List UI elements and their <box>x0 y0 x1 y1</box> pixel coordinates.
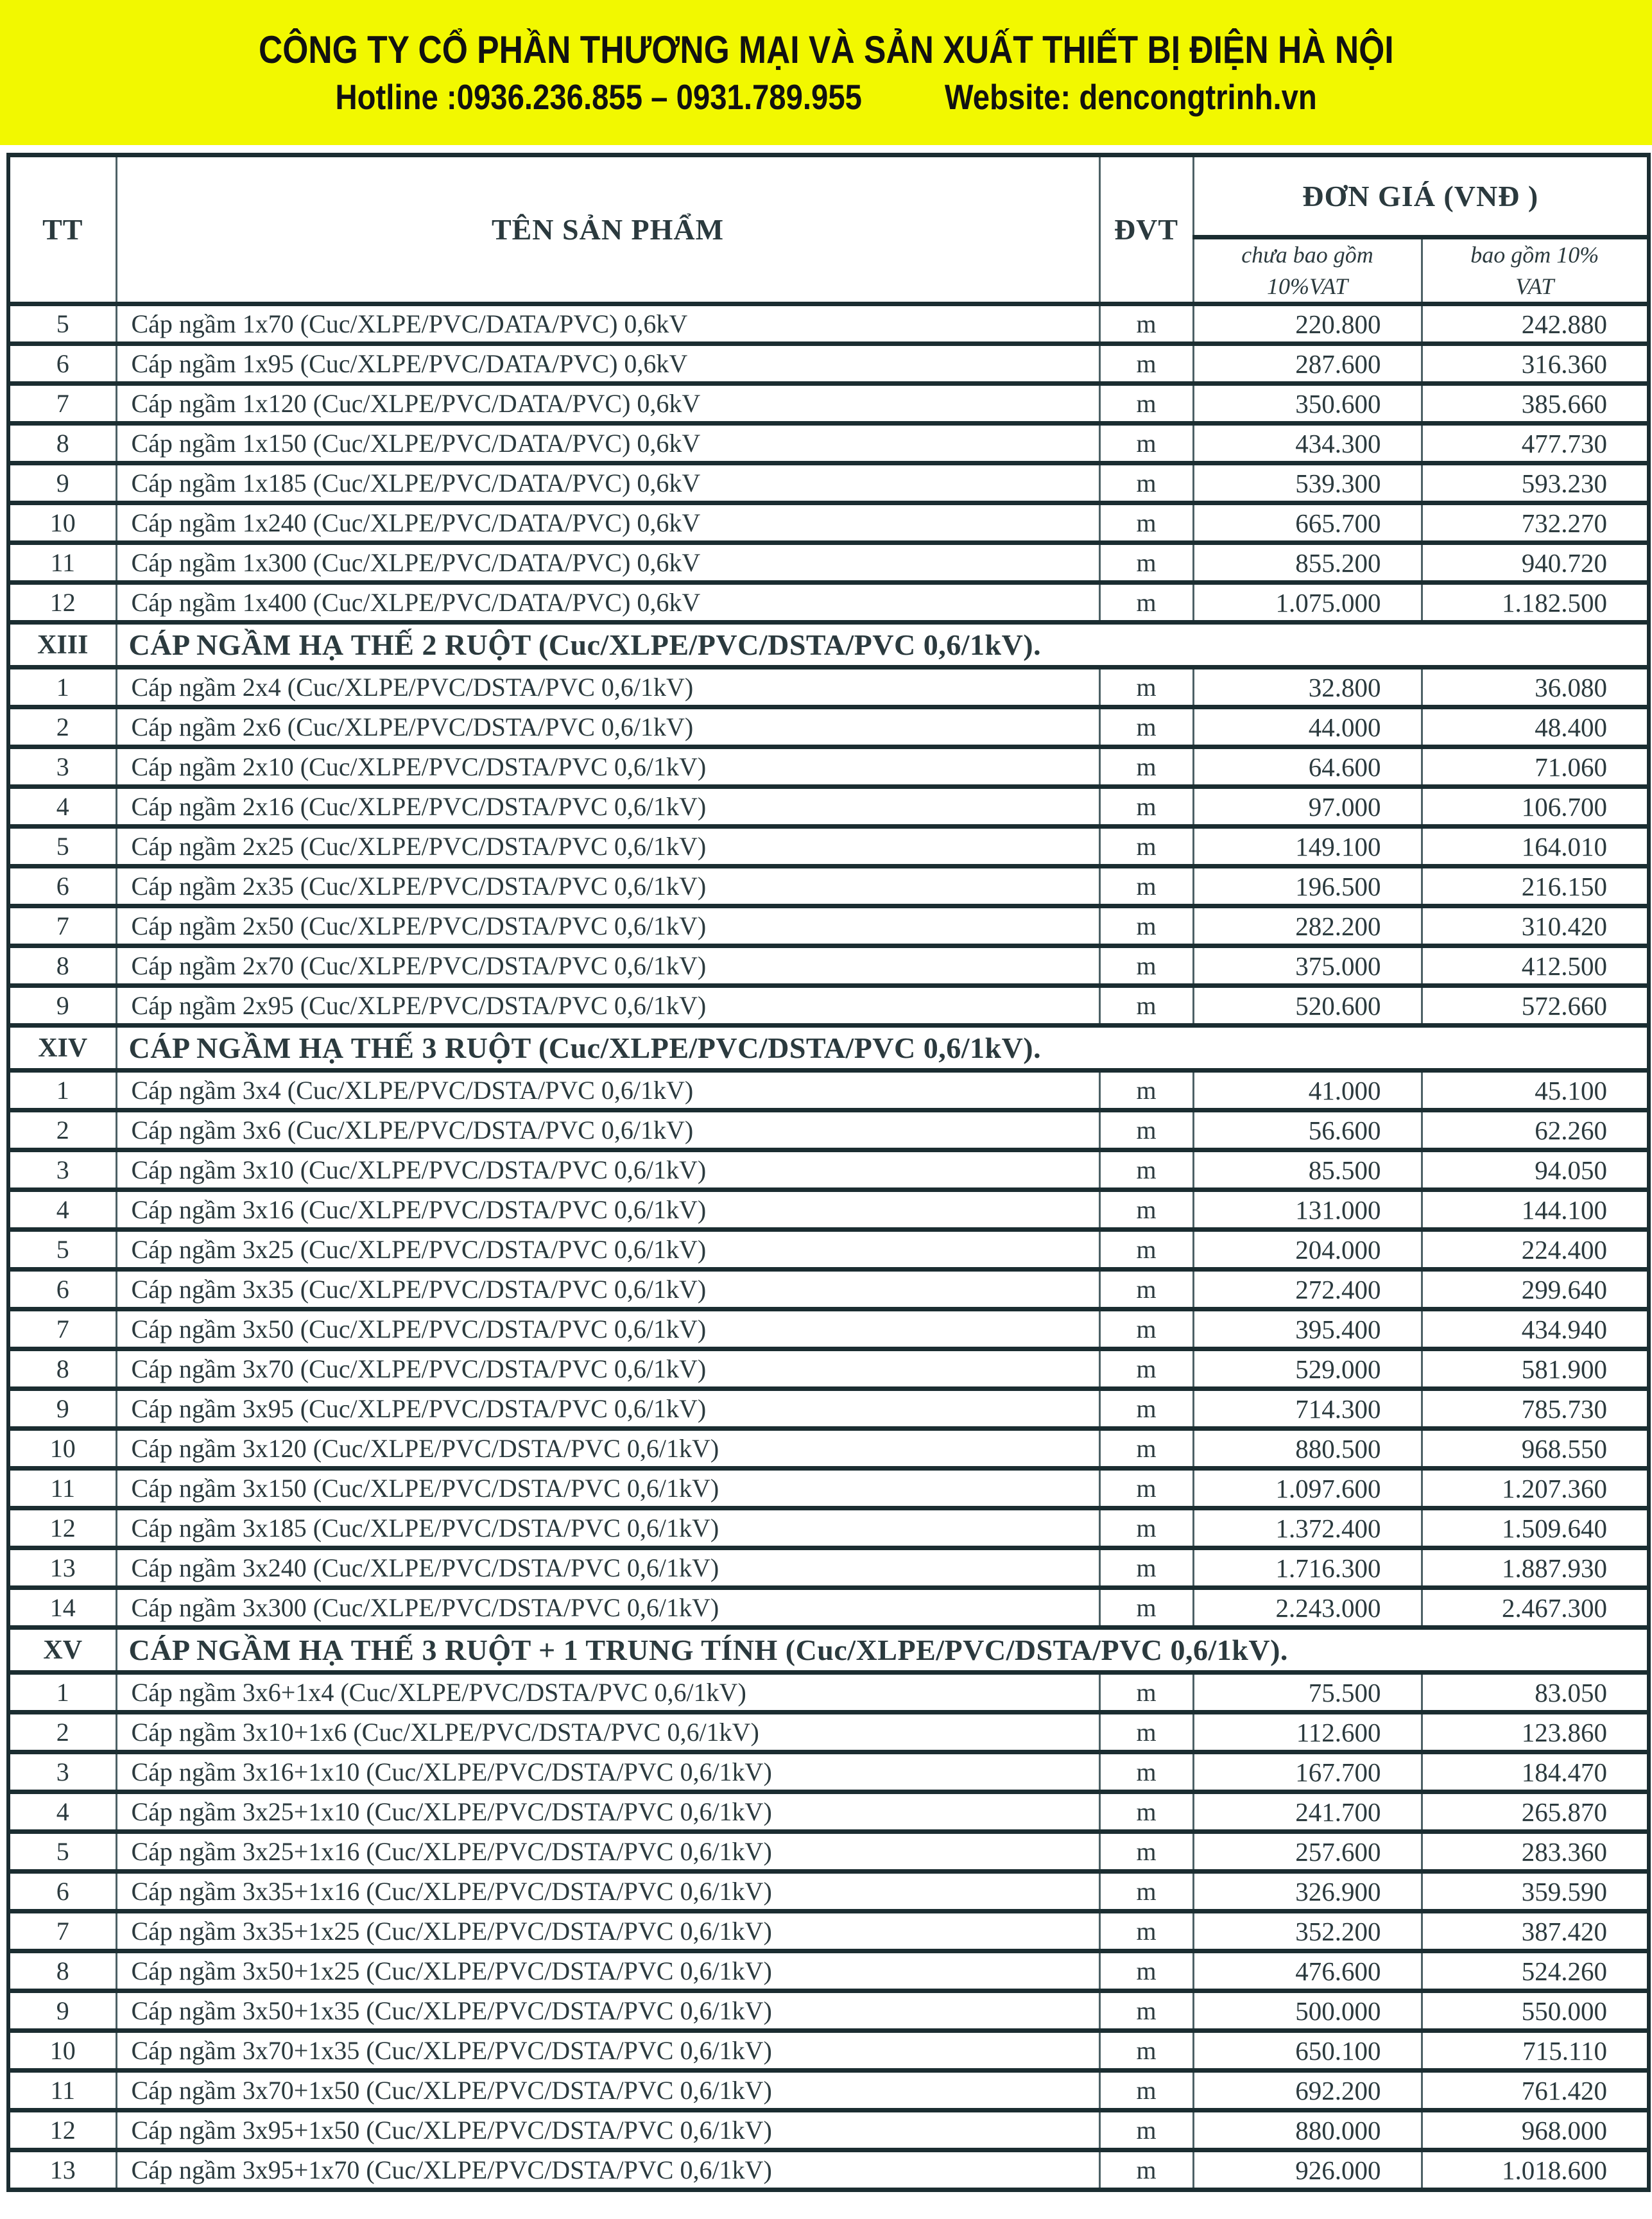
product-name: Cáp ngầm 3x50 (Cuc/XLPE/PVC/DSTA/PVC 0,6/1kV) <box>116 1309 1099 1349</box>
unit-value: m <box>1099 543 1193 583</box>
price-inc-vat-value: 83.050 <box>1422 1673 1649 1713</box>
unit-value: m <box>1099 1469 1193 1508</box>
price-inc-vat-value: 144.100 <box>1422 1190 1649 1230</box>
unit-value: m <box>1099 1792 1193 1832</box>
company-banner <box>0 0 1652 145</box>
table-row <box>8 787 1649 827</box>
unit-value: m <box>1099 668 1193 707</box>
price-ex-vat-value: 500.000 <box>1193 1991 1422 2031</box>
price-inc-vat-value: 359.590 <box>1422 1872 1649 1912</box>
product-name: Cáp ngầm 1x300 (Cuc/XLPE/PVC/DATA/PVC) 0,6kV <box>116 543 1099 583</box>
table-row <box>8 1832 1649 1872</box>
product-name: Cáp ngầm 3x70+1x35 (Cuc/XLPE/PVC/DSTA/PVC 0,6/1kV) <box>116 2031 1099 2071</box>
row-number: 8 <box>8 424 116 463</box>
price-inc-vat-value: 572.660 <box>1422 986 1649 1026</box>
section-number: XIII <box>8 623 116 668</box>
price-ex-vat-value: 272.400 <box>1193 1270 1422 1309</box>
price-inc-vat-value: 387.420 <box>1422 1912 1649 1951</box>
price-inc-vat-value: 968.000 <box>1422 2111 1649 2150</box>
price-inc-vat-value: 106.700 <box>1422 787 1649 827</box>
table-row <box>8 1469 1649 1508</box>
table-row <box>8 583 1649 623</box>
product-name: Cáp ngầm 3x10+1x6 (Cuc/XLPE/PVC/DSTA/PVC 0,6/1kV) <box>116 1713 1099 1752</box>
unit-value: m <box>1099 1548 1193 1588</box>
section-title: CÁP NGẦM HẠ THẾ 2 RUỘT (Cuc/XLPE/PVC/DSTA/PVC 0,6/1kV). <box>116 623 1649 668</box>
price-inc-vat-value: 184.470 <box>1422 1752 1649 1792</box>
unit-value: m <box>1099 787 1193 827</box>
table-row <box>8 906 1649 946</box>
row-number: 2 <box>8 1110 116 1150</box>
table-row <box>8 1912 1649 1951</box>
price-ex-vat-value: 75.500 <box>1193 1673 1422 1713</box>
table-row <box>8 1230 1649 1270</box>
unit-value: m <box>1099 1110 1193 1150</box>
product-name: Cáp ngầm 2x10 (Cuc/XLPE/PVC/DSTA/PVC 0,6/1kV) <box>116 747 1099 787</box>
table-row <box>8 2150 1649 2190</box>
row-number: 9 <box>8 986 116 1026</box>
price-ex-vat-value: 149.100 <box>1193 827 1422 867</box>
table-row <box>8 1309 1649 1349</box>
section-title: CÁP NGẦM HẠ THẾ 3 RUỘT + 1 TRUNG TÍNH (Cuc/XLPE/PVC/DSTA/PVC 0,6/1kV). <box>116 1628 1649 1673</box>
product-name: Cáp ngầm 3x35 (Cuc/XLPE/PVC/DSTA/PVC 0,6/1kV) <box>116 1270 1099 1309</box>
price-ex-vat-value: 476.600 <box>1193 1951 1422 1991</box>
unit-value: m <box>1099 344 1193 384</box>
price-ex-vat-value: 196.500 <box>1193 867 1422 906</box>
row-number: 7 <box>8 1309 116 1349</box>
table-row <box>8 503 1649 543</box>
row-number: 4 <box>8 787 116 827</box>
product-name: Cáp ngầm 1x240 (Cuc/XLPE/PVC/DATA/PVC) 0,6kV <box>116 503 1099 543</box>
column-header-tt: TT <box>8 155 116 304</box>
unit-value: m <box>1099 867 1193 906</box>
row-number: 6 <box>8 344 116 384</box>
price-inc-vat-value: 785.730 <box>1422 1389 1649 1429</box>
row-number: 8 <box>8 1349 116 1389</box>
product-name: Cáp ngầm 3x6 (Cuc/XLPE/PVC/DSTA/PVC 0,6/1kV) <box>116 1110 1099 1150</box>
row-number: 10 <box>8 1429 116 1469</box>
product-name: Cáp ngầm 3x4 (Cuc/XLPE/PVC/DSTA/PVC 0,6/1kV) <box>116 1071 1099 1110</box>
product-name: Cáp ngầm 3x185 (Cuc/XLPE/PVC/DSTA/PVC 0,6/1kV) <box>116 1508 1099 1548</box>
unit-value: m <box>1099 1389 1193 1429</box>
table-row <box>8 946 1649 986</box>
price-ex-vat-value: 41.000 <box>1193 1071 1422 1110</box>
price-ex-vat-value: 112.600 <box>1193 1713 1422 1752</box>
unit-value: m <box>1099 1713 1193 1752</box>
product-name: Cáp ngầm 2x6 (Cuc/XLPE/PVC/DSTA/PVC 0,6/1kV) <box>116 707 1099 747</box>
row-number: 11 <box>8 543 116 583</box>
unit-value: m <box>1099 1349 1193 1389</box>
price-inc-vat-value: 477.730 <box>1422 424 1649 463</box>
price-ex-vat-value: 352.200 <box>1193 1912 1422 1951</box>
product-name: Cáp ngầm 2x4 (Cuc/XLPE/PVC/DSTA/PVC 0,6/1kV) <box>116 668 1099 707</box>
table-row <box>8 1713 1649 1752</box>
table-row <box>8 1071 1649 1110</box>
unit-value: m <box>1099 304 1193 344</box>
product-name: Cáp ngầm 3x70 (Cuc/XLPE/PVC/DSTA/PVC 0,6/1kV) <box>116 1349 1099 1389</box>
row-number: 5 <box>8 1230 116 1270</box>
product-name: Cáp ngầm 2x16 (Cuc/XLPE/PVC/DSTA/PVC 0,6/1kV) <box>116 787 1099 827</box>
price-ex-vat-value: 434.300 <box>1193 424 1422 463</box>
row-number: 4 <box>8 1792 116 1832</box>
price-inc-vat-value: 593.230 <box>1422 463 1649 503</box>
price-ex-vat-value: 32.800 <box>1193 668 1422 707</box>
table-row <box>8 1872 1649 1912</box>
unit-value: m <box>1099 1832 1193 1872</box>
price-inc-vat-value: 164.010 <box>1422 827 1649 867</box>
table-row <box>8 1150 1649 1190</box>
unit-value: m <box>1099 707 1193 747</box>
unit-value: m <box>1099 463 1193 503</box>
unit-value: m <box>1099 1673 1193 1713</box>
price-ex-vat-value: 880.000 <box>1193 2111 1422 2150</box>
column-header-unit: ĐVT <box>1099 155 1193 304</box>
row-number: 6 <box>8 1872 116 1912</box>
price-ex-vat-value: 650.100 <box>1193 2031 1422 2071</box>
price-ex-vat-value: 520.600 <box>1193 986 1422 1026</box>
price-inc-vat-value: 36.080 <box>1422 668 1649 707</box>
price-ex-vat-value: 539.300 <box>1193 463 1422 503</box>
price-inc-vat-value: 283.360 <box>1422 1832 1649 1872</box>
price-ex-vat-value: 880.500 <box>1193 1429 1422 1469</box>
price-inc-vat-value: 940.720 <box>1422 543 1649 583</box>
product-name: Cáp ngầm 3x95+1x50 (Cuc/XLPE/PVC/DSTA/PVC 0,6/1kV) <box>116 2111 1099 2150</box>
price-inc-vat-value: 732.270 <box>1422 503 1649 543</box>
table-row <box>8 1190 1649 1230</box>
price-ex-vat-value: 692.200 <box>1193 2071 1422 2111</box>
price-ex-vat-value: 204.000 <box>1193 1230 1422 1270</box>
price-inc-vat-value: 71.060 <box>1422 747 1649 787</box>
row-number: 7 <box>8 906 116 946</box>
price-inc-vat-label-line2: VAT <box>1515 273 1554 299</box>
product-name: Cáp ngầm 1x70 (Cuc/XLPE/PVC/DATA/PVC) 0,6kV <box>116 304 1099 344</box>
product-name: Cáp ngầm 1x185 (Cuc/XLPE/PVC/DATA/PVC) 0,6kV <box>116 463 1099 503</box>
price-inc-vat-value: 265.870 <box>1422 1792 1649 1832</box>
table-row <box>8 424 1649 463</box>
table-row <box>8 2071 1649 2111</box>
product-name: Cáp ngầm 3x16+1x10 (Cuc/XLPE/PVC/DSTA/PVC 0,6/1kV) <box>116 1752 1099 1792</box>
price-inc-vat-value: 524.260 <box>1422 1951 1649 1991</box>
price-ex-vat-value: 326.900 <box>1193 1872 1422 1912</box>
row-number: 14 <box>8 1588 116 1628</box>
price-inc-vat-value: 123.860 <box>1422 1713 1649 1752</box>
price-ex-vat-value: 665.700 <box>1193 503 1422 543</box>
row-number: 9 <box>8 1991 116 2031</box>
unit-value: m <box>1099 1270 1193 1309</box>
unit-value: m <box>1099 424 1193 463</box>
price-ex-vat-value: 529.000 <box>1193 1349 1422 1389</box>
price-ex-vat-value: 97.000 <box>1193 787 1422 827</box>
row-number: 6 <box>8 867 116 906</box>
unit-value: m <box>1099 1150 1193 1190</box>
table-row <box>8 1110 1649 1150</box>
price-inc-vat-value: 94.050 <box>1422 1150 1649 1190</box>
price-ex-vat-value: 85.500 <box>1193 1150 1422 1190</box>
price-ex-vat-value: 287.600 <box>1193 344 1422 384</box>
price-inc-vat-value: 299.640 <box>1422 1270 1649 1309</box>
price-inc-vat-value: 581.900 <box>1422 1349 1649 1389</box>
product-name: Cáp ngầm 3x300 (Cuc/XLPE/PVC/DSTA/PVC 0,6/1kV) <box>116 1588 1099 1628</box>
price-ex-vat-value: 56.600 <box>1193 1110 1422 1150</box>
price-inc-vat-value: 48.400 <box>1422 707 1649 747</box>
price-ex-vat-value: 714.300 <box>1193 1389 1422 1429</box>
price-inc-vat-value: 216.150 <box>1422 867 1649 906</box>
hotline-text: Hotline :0936.236.855 – 0931.789.955 <box>335 76 862 117</box>
product-name: Cáp ngầm 3x120 (Cuc/XLPE/PVC/DSTA/PVC 0,6/1kV) <box>116 1429 1099 1469</box>
row-number: 13 <box>8 1548 116 1588</box>
row-number: 5 <box>8 304 116 344</box>
row-number: 3 <box>8 1752 116 1792</box>
unit-value: m <box>1099 827 1193 867</box>
price-ex-vat-value: 375.000 <box>1193 946 1422 986</box>
product-name: Cáp ngầm 3x95+1x70 (Cuc/XLPE/PVC/DSTA/PVC 0,6/1kV) <box>116 2150 1099 2190</box>
price-inc-vat-label-line1: bao gồm 10% <box>1470 242 1599 268</box>
row-number: 12 <box>8 1508 116 1548</box>
unit-value: m <box>1099 1309 1193 1349</box>
price-ex-vat-value: 257.600 <box>1193 1832 1422 1872</box>
price-inc-vat-value: 1.887.930 <box>1422 1548 1649 1588</box>
unit-value: m <box>1099 1071 1193 1110</box>
price-table-body <box>8 304 1649 2190</box>
table-row <box>8 1673 1649 1713</box>
unit-value: m <box>1099 1429 1193 1469</box>
unit-value: m <box>1099 946 1193 986</box>
price-ex-vat-value: 395.400 <box>1193 1309 1422 1349</box>
company-name: CÔNG TY CỔ PHẦN THƯƠNG MẠI VÀ SẢN XUẤT THIẾT BỊ ĐIỆN HÀ NỘI <box>258 28 1394 71</box>
price-ex-vat-value: 131.000 <box>1193 1190 1422 1230</box>
row-number: 5 <box>8 827 116 867</box>
unit-value: m <box>1099 1588 1193 1628</box>
row-number: 1 <box>8 668 116 707</box>
row-number: 11 <box>8 1469 116 1508</box>
unit-value: m <box>1099 986 1193 1026</box>
product-name: Cáp ngầm 3x70+1x50 (Cuc/XLPE/PVC/DSTA/PVC 0,6/1kV) <box>116 2071 1099 2111</box>
product-name: Cáp ngầm 2x95 (Cuc/XLPE/PVC/DSTA/PVC 0,6/1kV) <box>116 986 1099 1026</box>
website-text: Website: dencongtrinh.vn <box>944 76 1317 117</box>
row-number: 2 <box>8 1713 116 1752</box>
column-header-product-name: TÊN SẢN PHẨM <box>116 155 1099 304</box>
table-row <box>8 1752 1649 1792</box>
row-number: 9 <box>8 463 116 503</box>
section-number: XV <box>8 1628 116 1673</box>
price-ex-vat-value: 350.600 <box>1193 384 1422 424</box>
row-number: 12 <box>8 583 116 623</box>
price-inc-vat-value: 310.420 <box>1422 906 1649 946</box>
price-inc-vat-value: 242.880 <box>1422 304 1649 344</box>
unit-value: m <box>1099 2071 1193 2111</box>
row-number: 12 <box>8 2111 116 2150</box>
product-name: Cáp ngầm 1x400 (Cuc/XLPE/PVC/DATA/PVC) 0,6kV <box>116 583 1099 623</box>
unit-value: m <box>1099 1951 1193 1991</box>
row-number: 6 <box>8 1270 116 1309</box>
row-number: 13 <box>8 2150 116 2190</box>
unit-value: m <box>1099 1872 1193 1912</box>
price-inc-vat-value: 434.940 <box>1422 1309 1649 1349</box>
unit-value: m <box>1099 1508 1193 1548</box>
row-number: 3 <box>8 1150 116 1190</box>
price-inc-vat-value: 2.467.300 <box>1422 1588 1649 1628</box>
row-number: 2 <box>8 707 116 747</box>
row-number: 8 <box>8 1951 116 1991</box>
price-ex-vat-value: 282.200 <box>1193 906 1422 946</box>
price-ex-vat-label-line2: 10%VAT <box>1267 273 1348 299</box>
product-name: Cáp ngầm 3x16 (Cuc/XLPE/PVC/DSTA/PVC 0,6/1kV) <box>116 1190 1099 1230</box>
unit-value: m <box>1099 503 1193 543</box>
product-name: Cáp ngầm 3x25+1x10 (Cuc/XLPE/PVC/DSTA/PVC 0,6/1kV) <box>116 1792 1099 1832</box>
table-row <box>8 827 1649 867</box>
section-header-row <box>8 623 1649 668</box>
section-number: XIV <box>8 1026 116 1071</box>
unit-value: m <box>1099 2111 1193 2150</box>
product-name: Cáp ngầm 3x6+1x4 (Cuc/XLPE/PVC/DSTA/PVC 0,6/1kV) <box>116 1673 1099 1713</box>
row-number: 9 <box>8 1389 116 1429</box>
price-inc-vat-value: 385.660 <box>1422 384 1649 424</box>
product-name: Cáp ngầm 1x120 (Cuc/XLPE/PVC/DATA/PVC) 0,6kV <box>116 384 1099 424</box>
product-name: Cáp ngầm 3x240 (Cuc/XLPE/PVC/DSTA/PVC 0,6/1kV) <box>116 1548 1099 1588</box>
table-row <box>8 384 1649 424</box>
table-row <box>8 543 1649 583</box>
section-header-row <box>8 1026 1649 1071</box>
unit-value: m <box>1099 583 1193 623</box>
table-row <box>8 304 1649 344</box>
product-name: Cáp ngầm 3x25 (Cuc/XLPE/PVC/DSTA/PVC 0,6/1kV) <box>116 1230 1099 1270</box>
price-ex-vat-value: 220.800 <box>1193 304 1422 344</box>
price-ex-vat-value: 44.000 <box>1193 707 1422 747</box>
price-inc-vat-value: 1.018.600 <box>1422 2150 1649 2190</box>
table-row <box>8 2111 1649 2150</box>
product-name: Cáp ngầm 3x35+1x16 (Cuc/XLPE/PVC/DSTA/PVC 0,6/1kV) <box>116 1872 1099 1912</box>
table-row <box>8 463 1649 503</box>
table-row <box>8 1349 1649 1389</box>
product-name: Cáp ngầm 3x150 (Cuc/XLPE/PVC/DSTA/PVC 0,6/1kV) <box>116 1469 1099 1508</box>
table-row <box>8 2031 1649 2071</box>
price-inc-vat-value: 62.260 <box>1422 1110 1649 1150</box>
price-inc-vat-value: 224.400 <box>1422 1230 1649 1270</box>
product-name: Cáp ngầm 1x150 (Cuc/XLPE/PVC/DATA/PVC) 0,6kV <box>116 424 1099 463</box>
row-number: 7 <box>8 384 116 424</box>
price-inc-vat-value: 45.100 <box>1422 1071 1649 1110</box>
price-ex-vat-value: 1.075.000 <box>1193 583 1422 623</box>
unit-value: m <box>1099 747 1193 787</box>
section-title: CÁP NGẦM HẠ THẾ 3 RUỘT (Cuc/XLPE/PVC/DSTA/PVC 0,6/1kV). <box>116 1026 1649 1071</box>
price-inc-vat-value: 1.207.360 <box>1422 1469 1649 1508</box>
price-ex-vat-value: 1.372.400 <box>1193 1508 1422 1548</box>
unit-value: m <box>1099 1991 1193 2031</box>
row-number: 5 <box>8 1832 116 1872</box>
column-header-price-group: ĐƠN GIÁ (VNĐ ) <box>1193 155 1649 237</box>
price-inc-vat-value: 1.182.500 <box>1422 583 1649 623</box>
row-number: 7 <box>8 1912 116 1951</box>
price-ex-vat-value: 64.600 <box>1193 747 1422 787</box>
table-row <box>8 1792 1649 1832</box>
unit-value: m <box>1099 2031 1193 2071</box>
table-row <box>8 1270 1649 1309</box>
product-name: Cáp ngầm 2x50 (Cuc/XLPE/PVC/DSTA/PVC 0,6/1kV) <box>116 906 1099 946</box>
table-row <box>8 1548 1649 1588</box>
table-row <box>8 668 1649 707</box>
header-row-main <box>8 155 1649 237</box>
table-row <box>8 1508 1649 1548</box>
product-name: Cáp ngầm 3x50+1x25 (Cuc/XLPE/PVC/DSTA/PVC 0,6/1kV) <box>116 1951 1099 1991</box>
unit-value: m <box>1099 2150 1193 2190</box>
table-row <box>8 1429 1649 1469</box>
row-number: 11 <box>8 2071 116 2111</box>
product-name: Cáp ngầm 1x95 (Cuc/XLPE/PVC/DATA/PVC) 0,6kV <box>116 344 1099 384</box>
price-ex-vat-value: 2.243.000 <box>1193 1588 1422 1628</box>
price-ex-vat-value: 1.716.300 <box>1193 1548 1422 1588</box>
product-name: Cáp ngầm 2x25 (Cuc/XLPE/PVC/DSTA/PVC 0,6/1kV) <box>116 827 1099 867</box>
price-inc-vat-value: 715.110 <box>1422 2031 1649 2071</box>
price-inc-vat-value: 968.550 <box>1422 1429 1649 1469</box>
price-ex-vat-value: 167.700 <box>1193 1752 1422 1792</box>
unit-value: m <box>1099 1230 1193 1270</box>
table-row <box>8 1389 1649 1429</box>
product-name: Cáp ngầm 3x25+1x16 (Cuc/XLPE/PVC/DSTA/PVC 0,6/1kV) <box>116 1832 1099 1872</box>
price-ex-vat-value: 926.000 <box>1193 2150 1422 2190</box>
product-name: Cáp ngầm 2x35 (Cuc/XLPE/PVC/DSTA/PVC 0,6/1kV) <box>116 867 1099 906</box>
table-row <box>8 707 1649 747</box>
table-row <box>8 747 1649 787</box>
price-ex-vat-value: 1.097.600 <box>1193 1469 1422 1508</box>
price-inc-vat-value: 550.000 <box>1422 1991 1649 2031</box>
contact-line <box>335 76 1317 117</box>
table-row <box>8 1991 1649 2031</box>
column-header-price-inc-vat <box>1422 237 1649 304</box>
table-row <box>8 1951 1649 1991</box>
product-name: Cáp ngầm 3x10 (Cuc/XLPE/PVC/DSTA/PVC 0,6/1kV) <box>116 1150 1099 1190</box>
row-number: 4 <box>8 1190 116 1230</box>
product-name: Cáp ngầm 3x95 (Cuc/XLPE/PVC/DSTA/PVC 0,6/1kV) <box>116 1389 1099 1429</box>
unit-value: m <box>1099 1912 1193 1951</box>
row-number: 3 <box>8 747 116 787</box>
price-ex-vat-label-line1: chưa bao gồm <box>1241 242 1373 268</box>
table-row <box>8 1588 1649 1628</box>
unit-value: m <box>1099 1190 1193 1230</box>
table-row <box>8 344 1649 384</box>
column-header-price-ex-vat <box>1193 237 1422 304</box>
table-row <box>8 986 1649 1026</box>
price-ex-vat-value: 241.700 <box>1193 1792 1422 1832</box>
product-name: Cáp ngầm 2x70 (Cuc/XLPE/PVC/DSTA/PVC 0,6/1kV) <box>116 946 1099 986</box>
price-ex-vat-value: 855.200 <box>1193 543 1422 583</box>
price-inc-vat-value: 761.420 <box>1422 2071 1649 2111</box>
row-number: 10 <box>8 503 116 543</box>
unit-value: m <box>1099 1752 1193 1792</box>
product-name: Cáp ngầm 3x35+1x25 (Cuc/XLPE/PVC/DSTA/PVC 0,6/1kV) <box>116 1912 1099 1951</box>
price-table-header <box>8 155 1649 304</box>
price-inc-vat-value: 412.500 <box>1422 946 1649 986</box>
price-inc-vat-value: 316.360 <box>1422 344 1649 384</box>
product-name: Cáp ngầm 3x50+1x35 (Cuc/XLPE/PVC/DSTA/PVC 0,6/1kV) <box>116 1991 1099 2031</box>
row-number: 8 <box>8 946 116 986</box>
price-inc-vat-value: 1.509.640 <box>1422 1508 1649 1548</box>
unit-value: m <box>1099 384 1193 424</box>
row-number: 1 <box>8 1071 116 1110</box>
price-table <box>6 153 1651 2192</box>
section-header-row <box>8 1628 1649 1673</box>
row-number: 1 <box>8 1673 116 1713</box>
unit-value: m <box>1099 906 1193 946</box>
table-row <box>8 867 1649 906</box>
row-number: 10 <box>8 2031 116 2071</box>
